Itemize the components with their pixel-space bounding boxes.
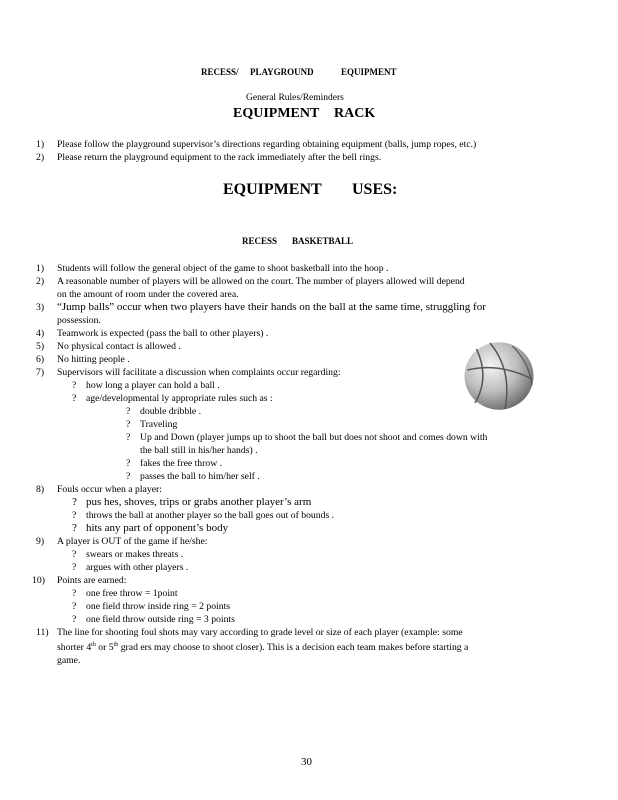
sub-item: ? swears or makes threats . (72, 549, 184, 560)
list-item: 9) A player is OUT of the game if he/she: (36, 536, 208, 547)
sub-item: ? age/developmental ly appropriate rules such as : (72, 393, 273, 404)
header-playground: PLAYGROUND (250, 67, 314, 77)
list-item-cont: on the amount of room under the covered area. (57, 289, 239, 300)
list-item: 8) Fouls occur when a player: (36, 484, 162, 495)
list-item: 4) Teamwork is expected (pass the ball to other players) . (36, 328, 269, 339)
general-rules-subtitle: General Rules/Reminders (246, 93, 344, 103)
equipment-uses-title-right: USES: (352, 181, 398, 198)
list-item: 3) “Jump balls” occur when two players have their hands on the ball at the same time, struggling for (36, 301, 486, 313)
list-item: 7) Supervisors will facilitate a discussion when complaints occur regarding: (36, 367, 341, 378)
sub-item: ? one free throw = 1point (72, 588, 178, 599)
basketball-rules-list (32, 262, 581, 667)
header-equipment: EQUIPMENT (341, 67, 397, 77)
sub-item: ? pus hes, shoves, trips or grabs another player’s arm (72, 496, 312, 508)
sub-sub-item: ? passes the ball to him/her self . (126, 471, 260, 482)
header-recess: RECESS/ (201, 67, 239, 77)
basketball-header-right: BASKETBALL (292, 236, 354, 246)
rack-rules-list (36, 138, 581, 164)
list-item: 10) Points are earned: (32, 575, 127, 586)
list-item: 1) Students will follow the general object of the game to shoot basketball into the hoop . (36, 263, 389, 274)
sub-sub-item: ? fakes the free throw . (126, 458, 223, 469)
sub-item: ? argues with other players . (72, 562, 189, 573)
list-item: 11) The line for shooting foul shots may vary according to grade level or size of each player (example: some (36, 627, 463, 638)
equipment-rack-title-left: EQUIPMENT (233, 106, 320, 121)
sub-sub-item-cont: the ball still in his/her hands) . (140, 445, 258, 456)
sub-item: ? throws the ball at another player so the ball goes out of bounds . (72, 510, 335, 521)
equipment-uses-title-left: EQUIPMENT (223, 181, 322, 198)
sub-sub-item: ? Up and Down (player jumps up to shoot the ball but does not shoot and comes down with (126, 432, 488, 443)
sub-item: ? one field throw outside ring = 3 points (72, 614, 235, 625)
list-item: 2) A reasonable number of players will be allowed on the court. The number of players allowed will depend (36, 276, 465, 287)
list-item-cont: shorter 4th or 5th grad ers may choose to shoot closer). This is a decision each team makes before starting a (57, 642, 469, 654)
equipment-rack-title-right: RACK (334, 106, 376, 121)
list-item-cont: game. (57, 655, 81, 667)
basketball-image (460, 340, 535, 412)
list-item: 1) Please follow the playground supervisor’s directions regarding obtaining equipment (balls, jump ropes, etc.) (36, 139, 477, 150)
basketball-header-left: RECESS (242, 236, 278, 246)
sub-item: ? one field throw inside ring = 2 points (72, 601, 231, 612)
sub-item: ? how long a player can hold a ball . (72, 380, 220, 391)
page-number: 30 (301, 756, 312, 768)
sub-sub-item: ? Traveling (126, 419, 178, 430)
list-item: 6) No hitting people . (36, 354, 130, 365)
list-item-cont: possession. (57, 315, 101, 326)
list-item: 5) No physical contact is allowed . (36, 341, 181, 352)
sub-sub-item: ? double dribble . (126, 406, 202, 417)
list-item: 2) Please return the playground equipment to the rack immediately after the bell rings. (36, 152, 382, 163)
sub-item: ? hits any part of opponent’s body (72, 522, 229, 534)
